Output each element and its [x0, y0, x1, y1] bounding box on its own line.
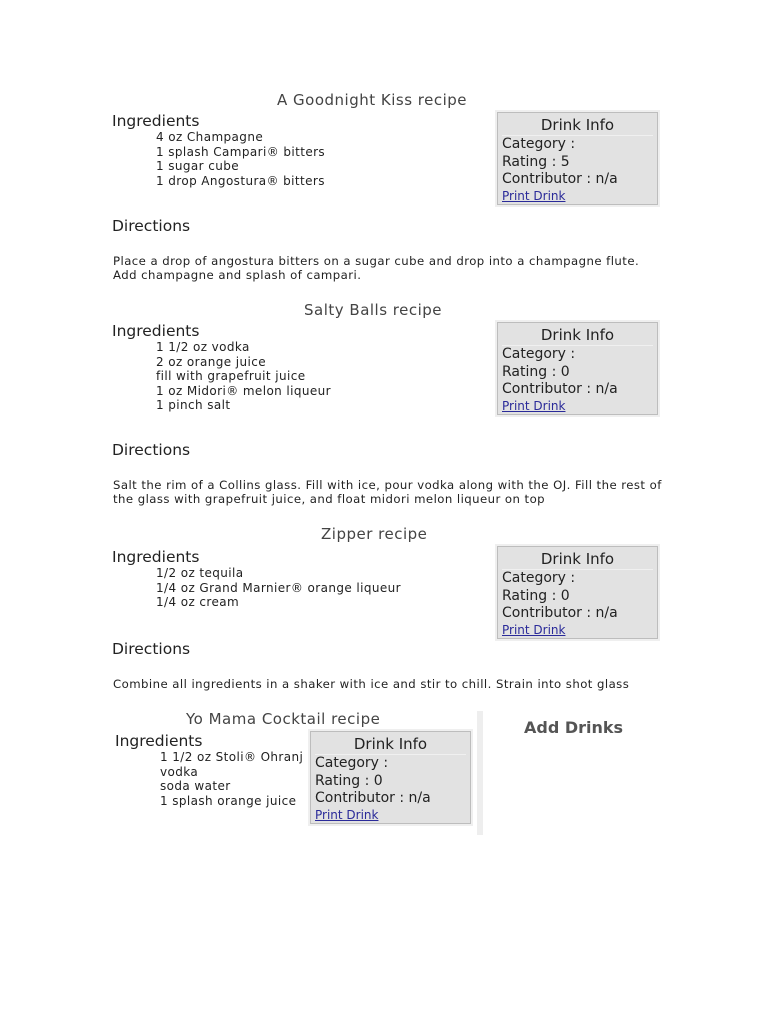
ingredient-item: fill with grapefruit juice — [156, 369, 306, 383]
print-drink-link[interactable]: Print Drink — [502, 398, 566, 413]
recipe-title: Salty Balls recipe — [304, 301, 443, 319]
ingredients-list — [156, 566, 401, 610]
drink-info-title: Drink Info — [502, 549, 653, 570]
drink-info-box — [497, 322, 658, 415]
ingredient-item: 1 splash orange juice — [160, 793, 297, 808]
ingredient-item: 1 1/2 oz vodka — [156, 340, 250, 354]
recipe-title: A Goodnight Kiss recipe — [277, 91, 468, 109]
ingredient-item: 1 sugar cube — [156, 159, 240, 173]
ingredient-item: soda water — [160, 779, 231, 793]
ingredients-heading: Ingredients — [112, 112, 200, 130]
recipe-title: Zipper recipe — [321, 525, 428, 543]
drink-rating: Rating : 0 — [502, 587, 570, 604]
ingredient-item: 1 1/2 oz Stoli® Ohranj vodka — [160, 750, 304, 779]
ingredient-item: 1 pinch salt — [156, 398, 231, 412]
ingredient-item: 4 oz Champagne — [156, 130, 264, 144]
directions-heading: Directions — [112, 217, 191, 235]
drink-contributor: Contributor : n/a — [315, 790, 431, 806]
drink-info-title: Drink Info — [502, 115, 653, 136]
column-divider — [477, 711, 483, 835]
ingredient-item: 1 oz Midori® melon liqueur — [156, 383, 332, 398]
drink-category: Category : — [502, 136, 576, 152]
drink-category: Category : — [502, 570, 576, 586]
ingredients-list — [156, 340, 331, 413]
ingredients-list — [156, 130, 325, 188]
ingredient-item: 1 splash Campari® bitters — [156, 144, 326, 159]
add-drinks-link[interactable]: Add Drinks — [524, 718, 624, 737]
print-drink-link[interactable]: Print Drink — [315, 807, 379, 822]
ingredient-item: 1 drop Angostura® bitters — [156, 173, 325, 188]
ingredient-item: 2 oz orange juice — [156, 354, 267, 369]
drink-rating: Rating : 0 — [315, 772, 383, 789]
drink-category: Category : — [502, 346, 576, 362]
recipe-title: Yo Mama Cocktail recipe — [186, 710, 381, 728]
ingredients-heading: Ingredients — [115, 732, 203, 750]
drink-info-title: Drink Info — [315, 734, 466, 755]
directions-heading: Directions — [112, 640, 191, 658]
ingredient-item: 1/2 oz tequila — [156, 566, 244, 580]
drink-info-box — [310, 731, 471, 824]
directions-heading: Directions — [112, 441, 191, 459]
drink-category: Category : — [315, 755, 389, 771]
drink-contributor: Contributor : n/a — [502, 171, 618, 187]
ingredients-list — [160, 750, 305, 808]
drink-contributor: Contributor : n/a — [502, 605, 618, 621]
ingredient-item: 1/4 oz cream — [156, 595, 240, 609]
directions-text: Combine all ingredients in a shaker with ice and stir to chill. Strain into shot glass — [113, 677, 630, 691]
print-drink-link[interactable]: Print Drink — [502, 188, 566, 203]
ingredients-heading: Ingredients — [112, 548, 200, 566]
ingredients-heading: Ingredients — [112, 322, 200, 340]
drink-info-title: Drink Info — [502, 325, 653, 346]
directions-text: Place a drop of angostura bitters on a sugar cube and drop into a champagne flute. Add champagne and splash of campari. — [113, 254, 640, 282]
print-drink-link[interactable]: Print Drink — [502, 622, 566, 637]
drink-rating: Rating : 0 — [502, 363, 570, 380]
ingredient-item: 1/4 oz Grand Marnier® orange liqueur — [156, 580, 401, 595]
drink-rating: Rating : 5 — [502, 153, 570, 170]
drink-info-box — [497, 112, 658, 205]
drink-contributor: Contributor : n/a — [502, 381, 618, 397]
directions-text: Salt the rim of a Collins glass. Fill with ice, pour vodka along with the OJ. Fill the rest of the glass with grapefruit juice, and float midori melon liqueur on top — [113, 478, 662, 506]
drink-info-box — [497, 546, 658, 639]
